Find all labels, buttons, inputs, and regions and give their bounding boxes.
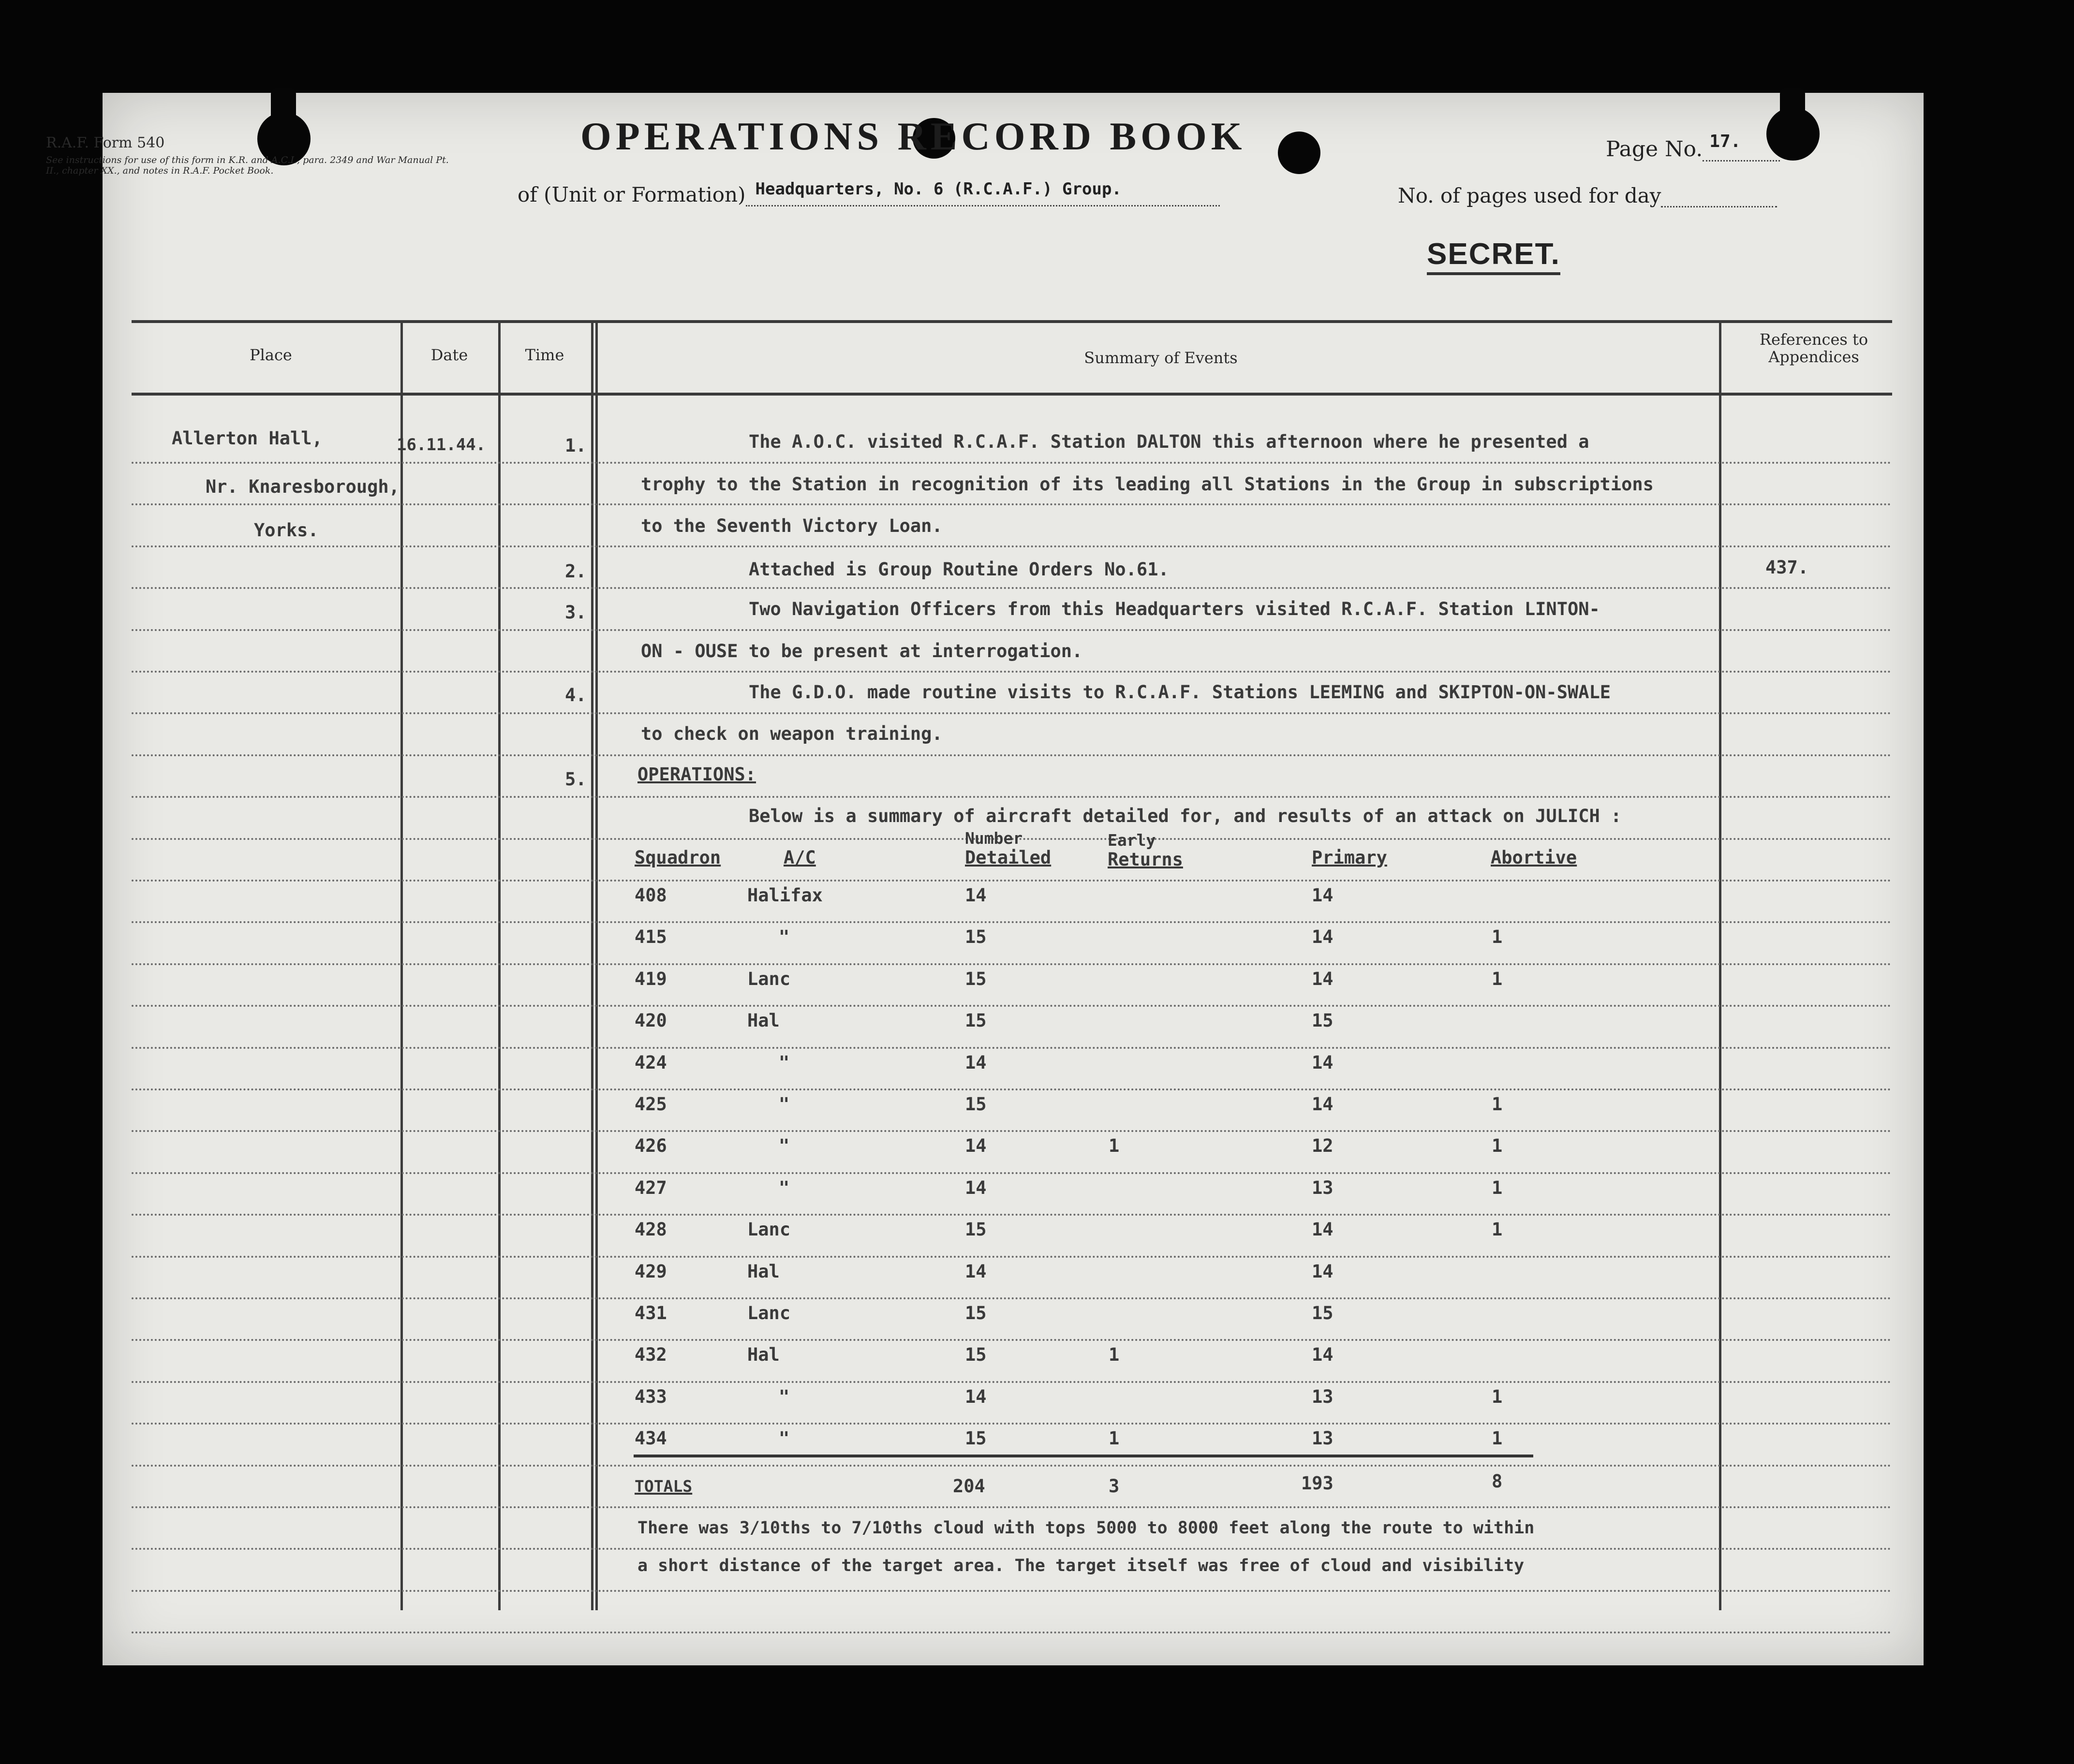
ops-cell-early: 1 — [1109, 1428, 1120, 1449]
ops-cell-ac: Lanc — [747, 1219, 791, 1240]
ops-cell-early: 1 — [1109, 1135, 1120, 1157]
place-line: Nr. Knaresborough, — [206, 476, 400, 497]
totals-label: TOTALS — [635, 1477, 693, 1496]
entry-time: 4. — [565, 685, 587, 706]
ops-cell-squadron: 424 — [635, 1052, 667, 1073]
ops-cell-primary: 14 — [1312, 1094, 1333, 1115]
ops-cell-ac: Lanc — [747, 1303, 791, 1323]
ops-cell-early: 1 — [1109, 1344, 1120, 1366]
column-header-summary: Summary of Events — [1084, 349, 1238, 367]
ops-cell-ac: Hal — [747, 1010, 780, 1031]
ruled-line — [132, 1256, 1892, 1258]
col-divider — [400, 320, 403, 1610]
ruled-line — [132, 545, 1892, 547]
totals-detailed: 204 — [953, 1476, 985, 1497]
ops-cell-abortive: 1 — [1492, 968, 1503, 989]
appendix-reference: 437. — [1765, 557, 1809, 578]
ops-cell-squadron: 428 — [635, 1219, 667, 1240]
ops-cell-primary: 14 — [1312, 885, 1333, 906]
ops-cell-squadron: 432 — [635, 1344, 667, 1366]
ops-cell-primary: 14 — [1312, 968, 1333, 989]
ops-cell-detailed: 15 — [965, 1344, 987, 1366]
ruled-line — [132, 1381, 1892, 1383]
punch-hole — [1780, 88, 1805, 127]
totals-primary: 193 — [1301, 1473, 1333, 1494]
ops-cell-abortive: 1 — [1492, 1386, 1503, 1407]
ops-header-early-top: Early — [1108, 831, 1156, 850]
page-title: OPERATIONS RECORD BOOK — [580, 114, 1246, 158]
totals-abortive: 8 — [1492, 1471, 1503, 1492]
classification-stamp: SECRET. — [1427, 237, 1560, 275]
ops-cell-ac: " — [779, 926, 790, 948]
ops-cell-detailed: 15 — [965, 1010, 987, 1031]
punch-hole — [271, 88, 296, 127]
ops-cell-abortive: 1 — [1492, 1177, 1503, 1198]
page-number-label: Page No. — [1606, 137, 1703, 162]
ops-cell-detailed: 14 — [965, 885, 987, 906]
table-top-rule — [132, 320, 1892, 323]
ops-cell-squadron: 425 — [635, 1094, 667, 1115]
ops-cell-detailed: 15 — [965, 1303, 987, 1323]
ruled-line — [132, 1548, 1892, 1550]
ops-cell-squadron: 431 — [635, 1303, 667, 1323]
ruled-line — [132, 1214, 1892, 1216]
ops-cell-ac: " — [779, 1177, 790, 1198]
ops-cell-primary: 14 — [1312, 1219, 1333, 1240]
ops-cell-squadron: 419 — [635, 968, 667, 989]
ops-cell-ac: " — [779, 1094, 790, 1115]
ops-cell-abortive: 1 — [1492, 926, 1503, 948]
ops-header-primary: Primary — [1312, 847, 1387, 868]
unit-label: of (Unit or Formation) — [518, 183, 746, 206]
ops-cell-detailed: 14 — [965, 1052, 987, 1073]
punch-hole — [1278, 132, 1320, 174]
pages-used-line — [1398, 184, 1777, 207]
ops-cell-primary: 15 — [1312, 1010, 1333, 1031]
ruled-line — [132, 880, 1892, 882]
ops-cell-ac: Hal — [747, 1261, 780, 1282]
ops-cell-detailed: 14 — [965, 1177, 987, 1198]
column-header-references: References to Appendices — [1759, 330, 1868, 366]
col-divider — [591, 320, 598, 1610]
ops-header-detailed: Detailed — [965, 847, 1052, 868]
totals-early: 3 — [1109, 1476, 1120, 1497]
ops-cell-ac: " — [779, 1428, 790, 1449]
entry-text-line: The A.O.C. visited R.C.A.F. Station DALTON this afternoon where he presented a — [749, 431, 1589, 452]
ruled-line — [132, 1590, 1892, 1592]
ruled-line — [132, 1005, 1892, 1007]
form-instructions: See instructions for use of this form in K.R. and A.C.I., para. 2349 and War Manual Pt. II., chapter XX., and notes in R.A.F. Pocket Book. — [46, 155, 449, 176]
ruled-line — [132, 921, 1892, 923]
ops-cell-primary: 15 — [1312, 1303, 1333, 1323]
place-line: Yorks. — [254, 520, 319, 541]
entry-text-line: Attached is Group Routine Orders No.61. — [749, 559, 1169, 580]
ops-cell-detailed: 14 — [965, 1386, 987, 1407]
ops-cell-primary: 14 — [1312, 1052, 1333, 1073]
entry-text-line: trophy to the Station in recognition of its leading all Stations in the Group in subscriptions — [641, 474, 1654, 495]
page-number — [1606, 132, 1780, 162]
operations-heading: OPERATIONS: — [637, 764, 756, 785]
ops-cell-ac: " — [779, 1052, 790, 1073]
ops-header-early: Returns — [1108, 849, 1183, 870]
ruled-line — [132, 1465, 1892, 1467]
ruled-line — [132, 1423, 1892, 1425]
entry-time: 3. — [565, 602, 587, 623]
ops-cell-detailed: 14 — [965, 1261, 987, 1282]
ops-cell-primary: 13 — [1312, 1177, 1333, 1198]
ops-cell-ac: Hal — [747, 1344, 780, 1366]
ops-cell-detailed: 15 — [965, 926, 987, 948]
pages-used-label: No. of pages used for day — [1398, 184, 1661, 207]
ruled-line — [132, 712, 1892, 714]
ops-cell-primary: 14 — [1312, 1344, 1333, 1366]
entry-text-line: to check on weapon training. — [641, 723, 943, 744]
ops-cell-detailed: 15 — [965, 1428, 987, 1449]
entry-time: 5. — [565, 769, 587, 790]
ops-cell-ac: Lanc — [747, 968, 791, 989]
ops-cell-detailed: 15 — [965, 1219, 987, 1240]
entry-date: 16.11.44. — [397, 435, 486, 455]
page-number-value: 17. — [1709, 132, 1741, 151]
totals-rule — [634, 1455, 1533, 1457]
col-divider — [1719, 320, 1721, 1610]
ruled-line — [132, 1506, 1892, 1508]
ruled-line — [132, 1172, 1892, 1174]
ruled-line — [132, 671, 1892, 673]
ruled-line — [132, 503, 1892, 505]
unit-line — [518, 181, 1220, 206]
ops-cell-squadron: 426 — [635, 1135, 667, 1157]
ops-cell-squadron: 427 — [635, 1177, 667, 1198]
column-header-place: Place — [250, 346, 292, 364]
ops-cell-abortive: 1 — [1492, 1094, 1503, 1115]
ops-cell-squadron: 415 — [635, 926, 667, 948]
ruled-line — [132, 587, 1892, 589]
form-number: R.A.F. Form 540 — [46, 134, 165, 151]
ruled-line — [132, 963, 1892, 965]
entry-text-line: Below is a summary of aircraft detailed for, and results of an attack on JULICH : — [749, 806, 1622, 826]
ruled-line — [132, 462, 1892, 464]
entry-text-line: ON - OUSE to be present at interrogation. — [641, 641, 1083, 662]
ruled-line — [132, 1088, 1892, 1090]
entry-time: 1. — [565, 435, 587, 456]
ops-cell-primary: 13 — [1312, 1428, 1333, 1449]
col-divider — [498, 320, 501, 1610]
ops-cell-squadron: 408 — [635, 885, 667, 906]
ruled-line — [132, 1339, 1892, 1341]
ruled-line — [132, 754, 1892, 756]
ops-cell-abortive: 1 — [1492, 1135, 1503, 1157]
ops-cell-detailed: 15 — [965, 1094, 987, 1115]
ruled-line — [132, 796, 1892, 798]
ops-cell-squadron: 420 — [635, 1010, 667, 1031]
entry-text-line: The G.D.O. made routine visits to R.C.A.F. Stations LEEMING and SKIPTON-ON-SWALE — [749, 682, 1611, 703]
unit-value: Headquarters, No. 6 (R.C.A.F.) Group. — [755, 179, 1122, 199]
ops-cell-ac: " — [779, 1386, 790, 1407]
ops-cell-squadron: 429 — [635, 1261, 667, 1282]
ruled-line — [132, 1130, 1892, 1132]
ruled-line — [132, 629, 1892, 631]
header-bottom-rule — [132, 393, 1892, 396]
ops-cell-primary: 12 — [1312, 1135, 1333, 1157]
ops-cell-primary: 14 — [1312, 926, 1333, 948]
ops-header-abortive: Abortive — [1491, 847, 1577, 868]
ops-cell-squadron: 434 — [635, 1428, 667, 1449]
ops-cell-detailed: 14 — [965, 1135, 987, 1157]
ops-header-squadron: Squadron — [635, 847, 721, 868]
place-line: Allerton Hall, — [172, 428, 323, 449]
record-sheet — [103, 93, 1924, 1665]
ruled-line — [132, 1297, 1892, 1299]
entry-time: 2. — [565, 561, 587, 582]
ops-header-detailed-top: Number — [965, 829, 1023, 848]
ops-header-ac: A/C — [784, 847, 816, 868]
ops-cell-abortive: 1 — [1492, 1428, 1503, 1449]
column-header-date: Date — [430, 346, 468, 364]
ruled-line — [132, 1632, 1892, 1633]
weather-line: There was 3/10ths to 7/10ths cloud with tops 5000 to 8000 feet along the route to within — [637, 1518, 1535, 1538]
weather-line: a short distance of the target area. The target itself was free of cloud and visibility — [637, 1556, 1525, 1575]
entry-text-line: Two Navigation Officers from this Headquarters visited R.C.A.F. Station LINTON- — [749, 599, 1600, 619]
ops-cell-primary: 14 — [1312, 1261, 1333, 1282]
ruled-line — [132, 1047, 1892, 1049]
column-header-time: Time — [525, 346, 564, 364]
ops-cell-abortive: 1 — [1492, 1219, 1503, 1240]
ops-cell-detailed: 15 — [965, 968, 987, 989]
ops-cell-ac: " — [779, 1135, 790, 1157]
ops-cell-ac: Halifax — [747, 885, 823, 906]
ops-cell-squadron: 433 — [635, 1386, 667, 1407]
ops-cell-primary: 13 — [1312, 1386, 1333, 1407]
entry-text-line: to the Seventh Victory Loan. — [641, 515, 943, 536]
